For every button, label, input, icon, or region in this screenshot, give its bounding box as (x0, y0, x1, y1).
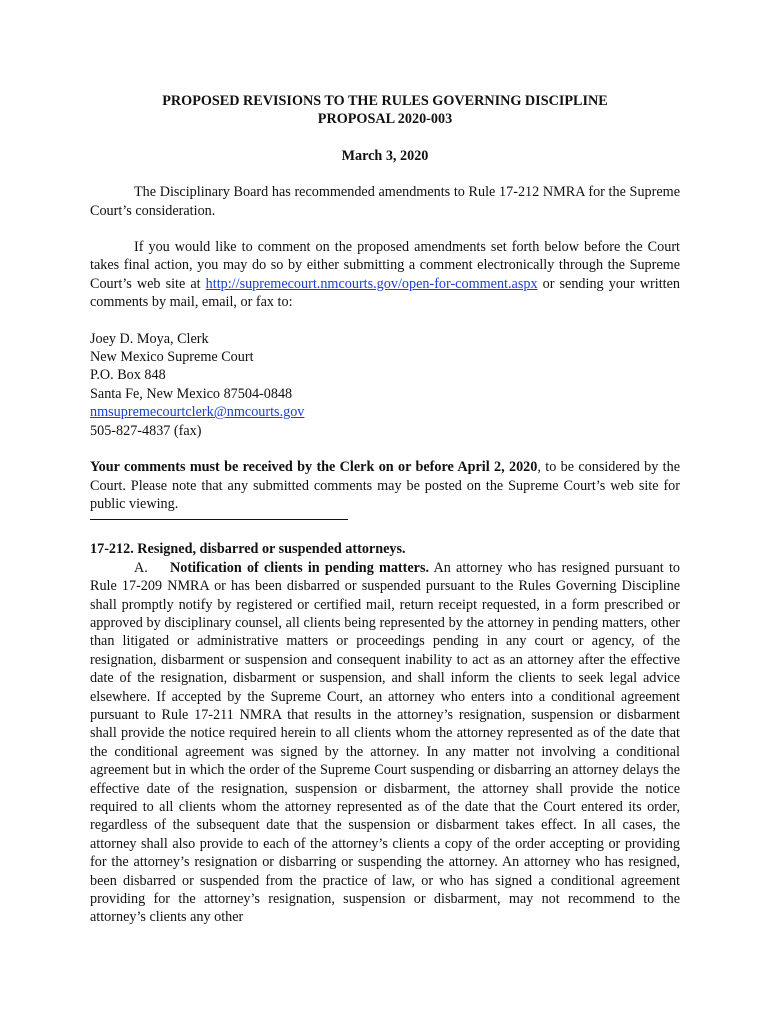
section-body: An attorney who has resigned pursuant to Rule 17-209 NMRA or has been disbarred or suspended pursuant to the Rules Governing Discipline shall promptly notify by registered or certified mail, return receipt requested, in a form prescribed or approved by disciplinary counsel, all clients being represented by the attorney in pending matters, other than litigated or administrative matters or proceedings pending in any court or agency, of the resignation, disbarment or suspension and consequent inability to act as an attorney after the effective date of the resignation, disbarment or suspension, and shall inform the clients to seek legal advice elsewhere. If accepted by the Supreme Court, an attorney who enters into a conditional agreement pursuant to Rule 17-211 NMRA that results in the attorney’s resignation, suspension or disbarment shall provide the notice required herein to all clients whom the attorney represented as of the date that the conditional agreement was signed by the attorney. In any matter not involving a conditional agreement but in which the order of the Supreme Court suspending or disbarring an attorney delays the effective date of the resignation, suspension or disbarment, the attorney shall provide the notice required to all clients whom the attorney represented as of the date that the Court entered its order, regardless of the subsequent date that the suspension or disbarment takes effect. In all cases, the attorney shall also provide to each of the attorney’s clients a copy of the order accepting or providing for the attorney’s resignation or disbarring or suspending the attorney. An attorney who has resigned, been disbarred or suspended from the practice of law, or who has signed a conditional agreement providing for the attorney’s resignation, suspension or disbarment, may not recommend to the attorney’s clients any other (90, 559, 680, 926)
city-state-zip: Santa Fe, New Mexico 87504-0848 (90, 385, 293, 402)
document-title-line2: PROPOSAL 2020-003 (317, 111, 453, 128)
deadline-emphasis: Your comments must be received by the Clerk on or before April 2, 2020 (90, 459, 538, 476)
comment-instructions-text: If you would like to comment on the proposed amendments set forth below before the Court takes final action, you may do so by either submitting a comment electronically through the Supreme Court’s web site at (90, 239, 680, 292)
clerk-fax: 505-827-4837 (fax) (90, 422, 202, 439)
open-for-comment-link[interactable]: http://supremecourt.nmcourts.gov/open-for-comment.aspx (205, 275, 538, 292)
clerk-address-block (90, 330, 680, 440)
section-title: Notification of clients in pending matters. (170, 559, 430, 576)
deadline-text: , to be considered by the Court. Please note that any submitted comments may be posted on the Supreme Court’s web site for public viewing. (90, 459, 680, 512)
deadline-paragraph (90, 458, 680, 513)
section-label: A. (134, 559, 148, 576)
intro-paragraph: The Disciplinary Board has recommended amendments to Rule 17-212 NMRA for the Supreme Court’s consideration. (90, 184, 680, 219)
clerk-email-link[interactable]: nmsupremecourtclerk@nmcourts.gov (90, 404, 305, 421)
separator-rule (90, 513, 348, 520)
comment-instructions-paragraph (90, 238, 680, 312)
clerk-name: Joey D. Moya, Clerk (90, 330, 209, 347)
document-date: March 3, 2020 (341, 147, 429, 164)
po-box: P.O. Box 848 (90, 367, 166, 384)
rule-section-a (90, 559, 680, 927)
document-page (90, 92, 680, 927)
court-name: New Mexico Supreme Court (90, 349, 254, 366)
rule-heading: 17-212. Resigned, disbarred or suspended attorneys. (90, 541, 406, 558)
document-title-line1: PROPOSED REVISIONS TO THE RULES GOVERNING DISCIPLINE (162, 93, 608, 109)
comment-instructions-text-end: or sending your written comments by mail, email, or fax to: (90, 275, 680, 311)
